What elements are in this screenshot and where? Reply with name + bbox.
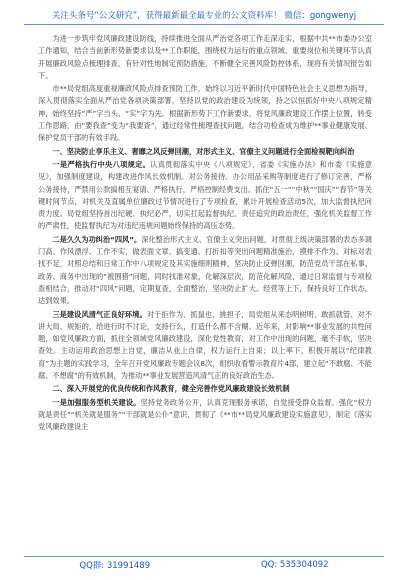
section-heading: 二、深入开展党的优良传统和作风教育，健全完善作党风廉政建设长效机制 [52,384,290,394]
footer-qq: QQ: 535304092 [260,560,329,570]
footer-qq-group: QQ群: 31991489 [79,561,151,571]
paragraph-lead: 三是建设风清气正良好环境。 [52,309,147,319]
paragraph-lead: 二是久久为功纠治“四风”。 [52,234,142,244]
body-paragraph [38,234,372,308]
body-paragraph [38,309,372,383]
paragraph-text: 坚持党务政务公开，认真克现服务承诺，自觉接受群众监督。强化“权力就是责任”“机关就是服务”“干部就是公仆”意识，贯彻了《**市**局党风廉政建设实施意见》，制定《落实党风廉政建设主 [38,397,372,432]
section-heading: 一、坚决防止享乐主义、奢靡之风反弹回潮，对形式主义、官僚主义问题进行全面检视靶向纠治 [52,146,355,156]
footer-bar [24,556,384,573]
paragraph-lead: 一是加强服务型机关建设。 [52,397,141,407]
body-paragraph: 为进一步筑牢党风廉政建设防线，持续推进全面从严治党各项工作走深走实，根据中共**市委办公室工作通知，结合当前新形势新要求以及**工作职能，围绕权力运行的重点领域、重要岗位和关键环节认真开展廉政风险点梳理排查，有针对性地制定预防措施，不断健全完善风险防控体系，现将有关情况报告如下。 [38,34,372,80]
paragraph-text: 深化整治形式主义、官僚主义突出问题，对贯彻上级决策部署的表态多调门高、作风漂浮、工作不实，做表面文章、搞变通、打折扣等突出问题精准施治，摸排不作为、对标对表找不足，对照总结和日常工作中八项规定及其实施细则精神，坚决防止反弹回潮，防范党员干部在私事、政务、商务中出现的“被围猎”问题，同时找准对象，化解深层次，防范化解风险，通过日常监督与专项检查相结合，推动对“四风”问题，定期复查，全面整治，坚决防止扩大。经营等上下，保持良好工作状态，达到效果。 [38,234,372,306]
body-paragraph [38,397,372,434]
paragraph-text: 对于拒作为、抓鼠也、挑担子，局党组从来态明树明、敢抓就管、对不讲大局、规矩的，给进行时不讨论，支持行么，打造什么都不含糊。近年来，对影响**事业发展的共性问题，如党风廉政方面，抓住全领域党风廉政建设，深化党性教育，对工作中出现的问题，毫不手软，坚决查处。主动运用政治思想上自觉，廉洁从业上自律，权力运行上自束；以上率下，积极开展以“纪律教育”为主题的实践学习，全年召开党风廉政专题会议8次，组织收看警示教育片4部，建立起“不敢腐、不能腐、不想腐”的有效机制，为推动**事业发展营造风清气正的良好政治生态。 [38,309,372,381]
promo-banner: 关注头条号“公文研究”，获得最新最全最专业的公文资料库！ 微信：gongwenyj [24,8,384,25]
body-paragraph [38,159,372,233]
paragraph-text: 认真贯彻落实中央《八项规定》、省委《实施办法》和市委《实施意见》，加强制度建设，构建改进作风长效机制。对公务接待、办公用品采购等制度进行了修订完善，严格公务接待，严禁用公款搞相互宴请、严格执行，严格控制经费支出。抓住“五一”“中秋”“国庆”“春节”等关键时间节点，对机关及直属单位廉政过节情况进行了专项检查，累计开展检查活动5次，加大监督执纪问责力度。局党组坚持首出纪硬、执纪必严，切实扛起监督执纪、责任追究的政治责任，强化机关监督工作的严肃性，使监督执纪为对违纪违规问题始终保持的高压态势。 [38,159,372,231]
paragraph-lead: 一是严格执行中央八项规定。 [52,159,151,169]
document-body [38,33,372,553]
body-paragraph: 市**局党组高度重视廉政风险点排查预防工作，始终以习近平新时代中国特色社会主义思想为指导，深入贯彻落实全面从严治党各项决策部署，坚持以党的政治建设为统领，持之以恒抓好中央八项规定精神，始终坚持“严”字当头、“实”字为先。根据新形势下工作新要求，将党风廉政建设工作摆上位置，转变工作思路，由“要我查”变为“我要查”，通过经常性梳理查找问题，结合功检查成为维护**事业健康发展、保护党员干部的有效手段。 [38,84,372,143]
